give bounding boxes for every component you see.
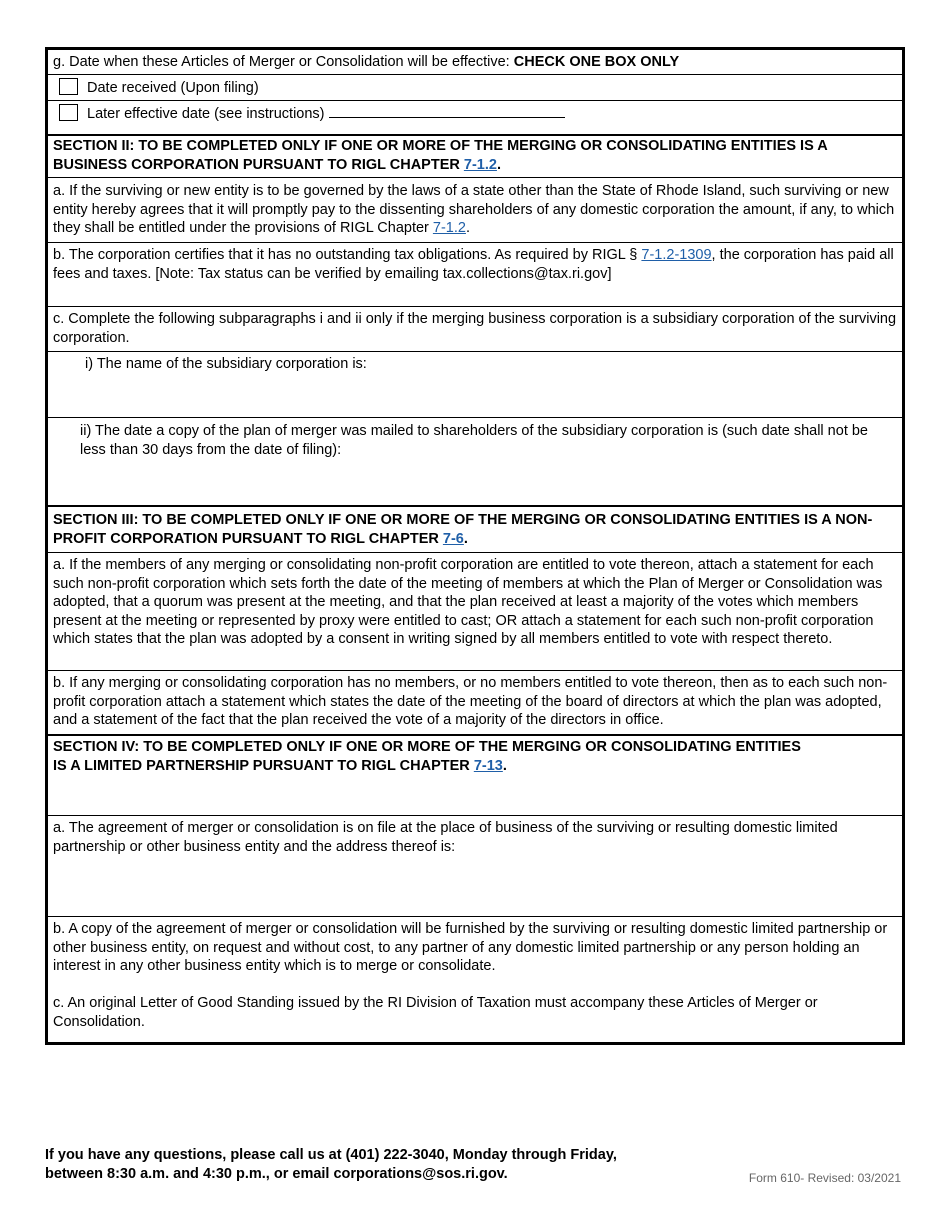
articles-of-merger-form <box>45 47 905 1045</box>
section-2-a: a. If the surviving or new entity is to be governed by the laws of a state other than the State of Rhode Island, such surviving or new entity hereby agrees that it will promptly pay to the dissenting shareholders of any domestic corporation the amount, if any, to which they shall be entitled under the provisions of RIGL Chapter 7-1.2. <box>53 183 895 237</box>
effective-date-text: g. Date when these Articles of Merger or Consolidation will be effective: <box>53 54 514 70</box>
subsidiary-name-prompt: i) The name of the subsidiary corporation is: <box>85 356 367 372</box>
chapter-7-1-2-link-a[interactable]: 7-1.2 <box>432 220 466 237</box>
section-2-b: b. The corporation certifies that it has no outstanding tax obligations. As required by RIGL § 7-1.2-1309, the corporation has paid all fees and taxes. [Note: Tax status can be verified by emailing tax.collections@tax.ri.gov] <box>53 247 894 282</box>
option-later-date[interactable] <box>48 104 902 124</box>
date-received-checkbox[interactable] <box>59 78 78 95</box>
plan-mailed-date-prompt: ii) The date a copy of the plan of merger was mailed to shareholders of the subsidiary corporation is (such date shall not be less than 30 days from the date of filing): <box>80 423 868 458</box>
contact-info: If you have any questions, please call us at (401) 222-3040, Monday through Friday, between 8:30 a.m. and 4:30 p.m., or email corporations@sos.ri.gov. <box>45 1147 617 1182</box>
effective-date-prompt <box>48 53 902 72</box>
form-revision: Form 610- Revised: 03/2021 <box>748 1171 901 1185</box>
date-received-label: Date received (Upon filing) <box>87 80 259 96</box>
section-3-heading: SECTION III: TO BE COMPLETED ONLY IF ONE OR MORE OF THE MERGING OR CONSOLIDATING ENTITIES IS A NON-PROFIT CORPORATION PURSUANT TO RIGL CHAPTER 7-6. <box>53 512 873 547</box>
section-4-b: b. A copy of the agreement of merger or consolidation will be furnished by the surviving or resulting domestic limited partnership or other business entity, on request and without cost, to any partner of any domestic limited partnership or any person holding an interest in any other business entity which is to merge or consolidate. <box>53 921 888 975</box>
check-one-box-only: CHECK ONE BOX ONLY <box>513 54 680 70</box>
chapter-7-13-link[interactable]: 7-13 <box>473 757 503 774</box>
rigl-7-1-2-1309-link[interactable]: 7-1.2-1309 <box>641 247 712 263</box>
section-2-heading: SECTION II: TO BE COMPLETED ONLY IF ONE OR MORE OF THE MERGING OR CONSOLIDATING ENTITIES IS A BUSINESS CORPORATION PURSUANT TO RIGL CHAPTER 7-1.2. <box>53 138 828 173</box>
section-4-c: c. An original Letter of Good Standing issued by the RI Division of Taxation must accompany these Articles of Merger or Consolidation. <box>53 995 818 1030</box>
section-2-c: c. Complete the following subparagraphs i and ii only if the merging business corporation is a subsidiary corporation of the surviving corporation. <box>53 311 897 346</box>
section-4-a: a. The agreement of merger or consolidation is on file at the place of business of the surviving or resulting domestic limited partnership or other business entity and the address thereof is: <box>53 820 838 855</box>
section-3-a: a. If the members of any merging or consolidating non-profit corporation are entitled to vote thereon, attach a statement for each such non-profit corporation which sets forth the date of the meeting of members at which the Plan of Merger or Consolidation was adopted, that a quorum was present at the meeting, and that the plan received at least a majority of the votes which members present at the meeting or represented by proxy were entitled to cast; OR attach a statement for each such non-profit corporation which states that the plan was adopted by a consent in writing signed by all members entitled to vote with respect thereto. <box>53 557 883 648</box>
chapter-7-1-2-link[interactable]: 7-1.2 <box>463 156 497 173</box>
section-4-heading: SECTION IV: TO BE COMPLETED ONLY IF ONE OR MORE OF THE MERGING OR CONSOLIDATING ENTITIES IS A LIMITED PARTNERSHIP PURSUANT TO RIGL CHAPTER 7-13. <box>53 739 801 774</box>
later-effective-date-label: Later effective date (see instructions) <box>87 106 325 122</box>
later-effective-date-field[interactable] <box>329 104 565 118</box>
later-effective-date-checkbox[interactable] <box>59 104 78 121</box>
chapter-7-6-link[interactable]: 7-6 <box>442 530 464 547</box>
option-date-received[interactable] <box>48 78 902 98</box>
section-3-b: b. If any merging or consolidating corporation has no members, or no members entitled to vote thereon, then as to each such non-profit corporation attach a statement which states the date of the meeting of the board of directors at which the plan was adopted, and a statement of the fact that the plan received the vote of a majority of the directors in office. <box>53 675 888 729</box>
